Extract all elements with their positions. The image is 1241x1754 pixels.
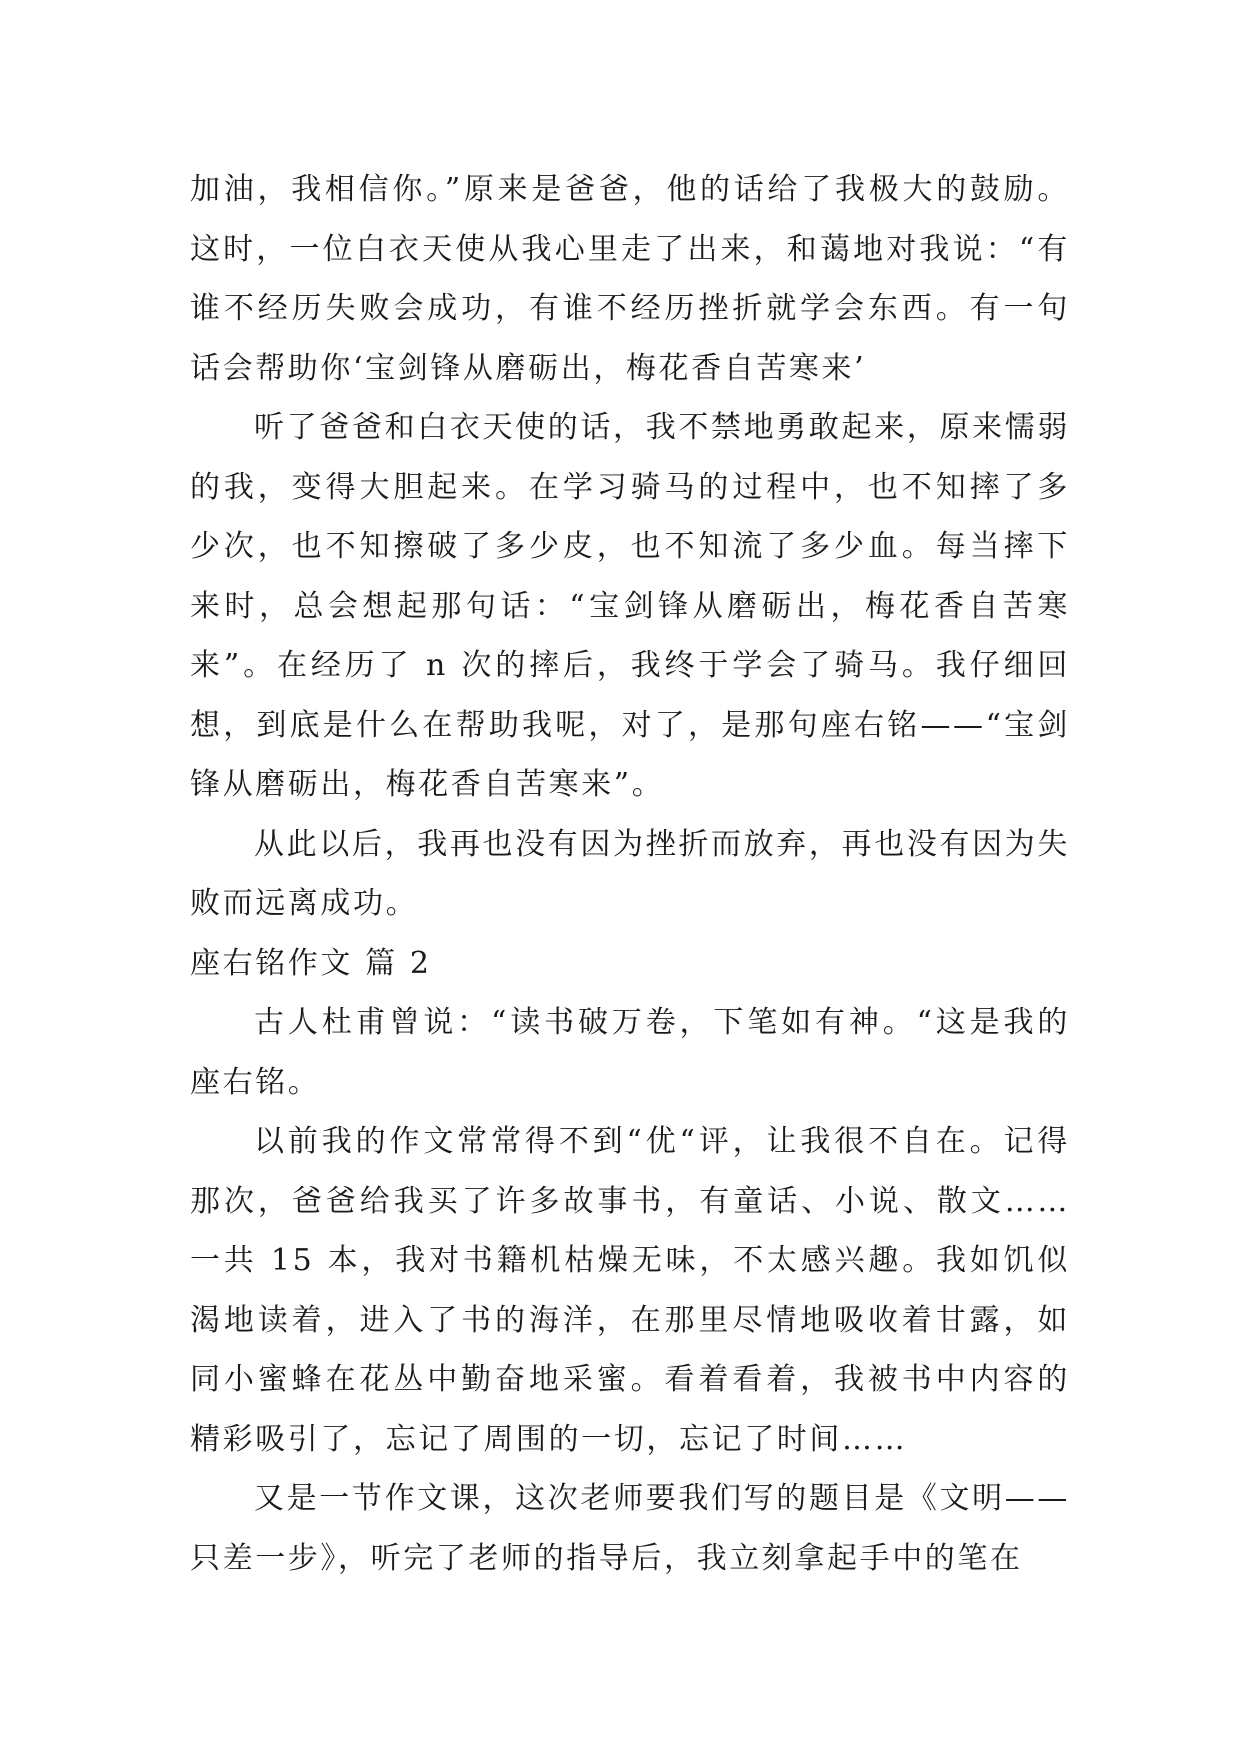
- document-body: [190, 160, 1070, 1588]
- section-paragraph-1: 古人杜甫曾说：“读书破万卷，下笔如有神。“这是我的座右铭。: [190, 1005, 1070, 1100]
- section-title: 座右铭作文 篇 2: [190, 945, 432, 981]
- section-paragraph-3: 又是一节作文课，这次老师要我们写的题目是《文明——只差一步》，听完了老师的指导后，我立刻拿起手中的笔在: [190, 1481, 1070, 1576]
- paragraph-3: 从此以后，我再也没有因为挫折而放弃，再也没有因为失败而远离成功。: [190, 826, 1070, 921]
- paragraph-1: 加油，我相信你。”原来是爸爸，他的话给了我极大的鼓励。这时，一位白衣天使从我心里走了出来，和蔼地对我说：“有谁不经历失败会成功，有谁不经历挫折就学会东西。有一句话会帮助你‘宝剑锋从磨砺出，梅花香自苦寒来’: [190, 172, 1070, 386]
- paragraph-2: 听了爸爸和白衣天使的话，我不禁地勇敢起来，原来懦弱的我，变得大胆起来。在学习骑马的过程中，也不知摔了多少次，也不知擦破了多少皮，也不知流了多少血。每当摔下来时，总会想起那句话：“宝剑锋从磨砺出，梅花香自苦寒来”。在经历了 n 次的摔后，我终于学会了骑马。我仔细回想，到底是什么在帮助我呢，对了，是那句座右铭——“宝剑锋从磨砺出，梅花香自苦寒来”。: [190, 410, 1070, 802]
- section-paragraph-2: 以前我的作文常常得不到“优“评，让我很不自在。记得那次，爸爸给我买了许多故事书，有童话、小说、散文……一共 15 本，我对书籍机枯燥无味，不太感兴趣。我如饥似渴地读着，进入了书的海洋，在那里尽情地吸收着甘露，如同小蜜蜂在花丛中勤奋地采蜜。看着看着，我被书中内容的精彩吸引了，忘记了周围的一切，忘记了时间……: [190, 1124, 1070, 1457]
